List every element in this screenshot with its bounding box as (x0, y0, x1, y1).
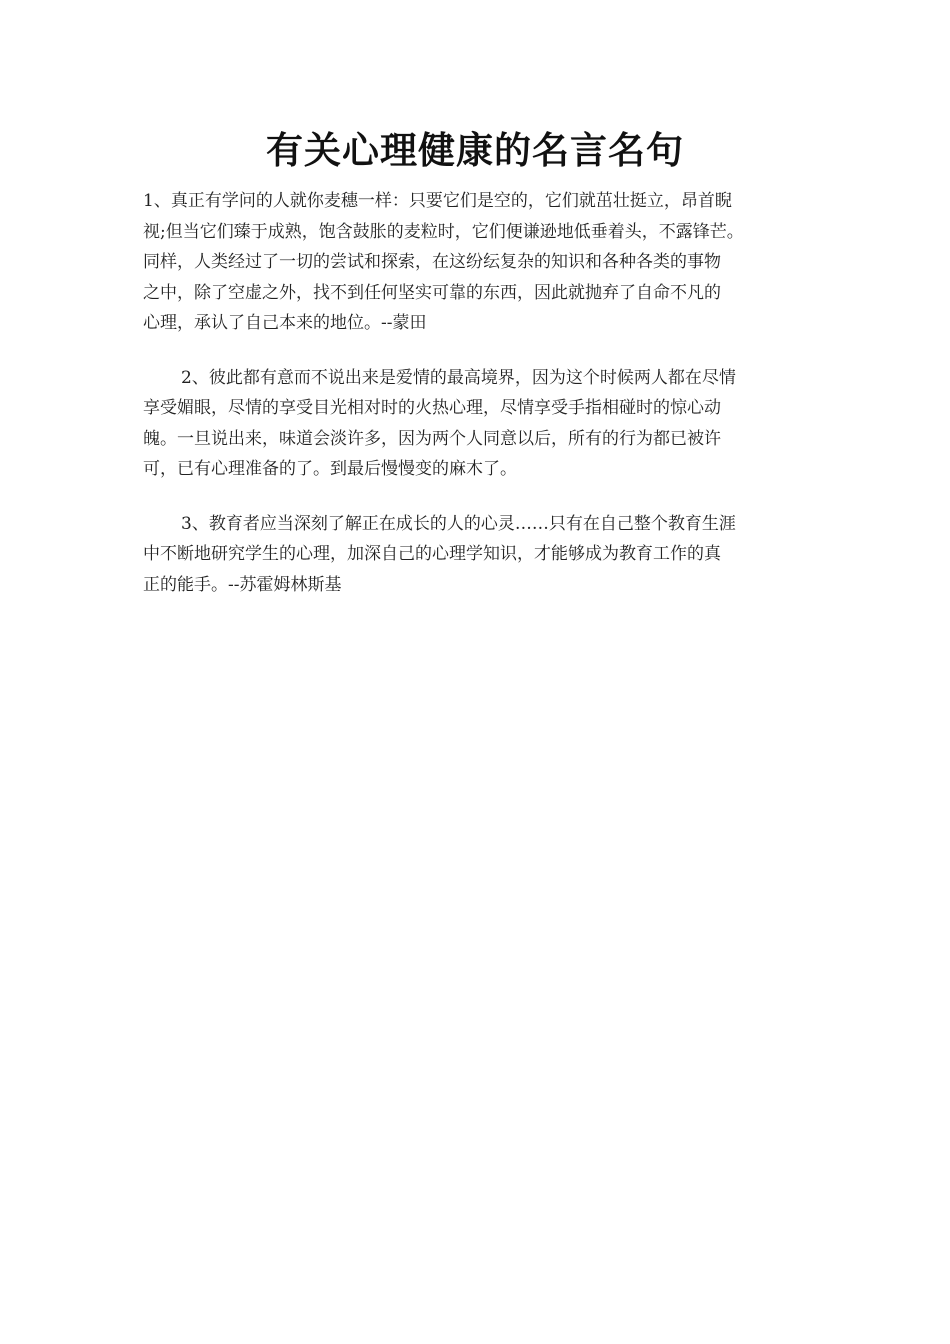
document-body (143, 186, 833, 624)
paragraph-1 (143, 186, 833, 339)
paragraph-line: 2、彼此都有意而不说出来是爱情的最高境界，因为这个时候两人都在尽情 (181, 367, 736, 388)
paragraph-line: 同样，人类经过了一切的尝试和探索，在这纷纭复杂的知识和各种各类的事物 (143, 252, 721, 272)
paragraph-line: 之中，除了空虚之外，找不到任何坚实可靠的东西，因此就抛弃了自命不凡的 (143, 282, 721, 303)
paragraph-line: 享受媚眼，尽情的享受目光相对时的火热心理，尽情享受手指相碰时的惊心动 (143, 398, 721, 418)
paragraph-line: 视;但当它们臻于成熟，饱含鼓胀的麦粒时，它们便谦逊地低垂着头，不露锋芒。 (143, 221, 744, 242)
paragraph-3 (143, 509, 833, 601)
paragraph-line: 3、教育者应当深刻了解正在成长的人的心灵……只有在自己整个教育生涯 (181, 513, 736, 534)
paragraph-line: 正的能手。--苏霍姆林斯基 (143, 574, 342, 595)
paragraph-2 (143, 363, 833, 485)
paragraph-line: 可，已有心理准备的了。到最后慢慢变的麻木了。 (143, 459, 517, 479)
paragraph-line: 1、真正有学问的人就你麦穗一样：只要它们是空的，它们就茁壮挺立，昂首睨 (143, 191, 732, 211)
paragraph-line: 魄。一旦说出来，味道会淡许多，因为两个人同意以后，所有的行为都已被许 (143, 428, 721, 449)
paragraph-line: 心理，承认了自己本来的地位。--蒙田 (143, 313, 427, 333)
document-title: 有关心理健康的名言名句 (266, 129, 684, 172)
paragraph-line: 中不断地研究学生的心理，加深自己的心理学知识，才能够成为教育工作的真 (143, 544, 721, 564)
